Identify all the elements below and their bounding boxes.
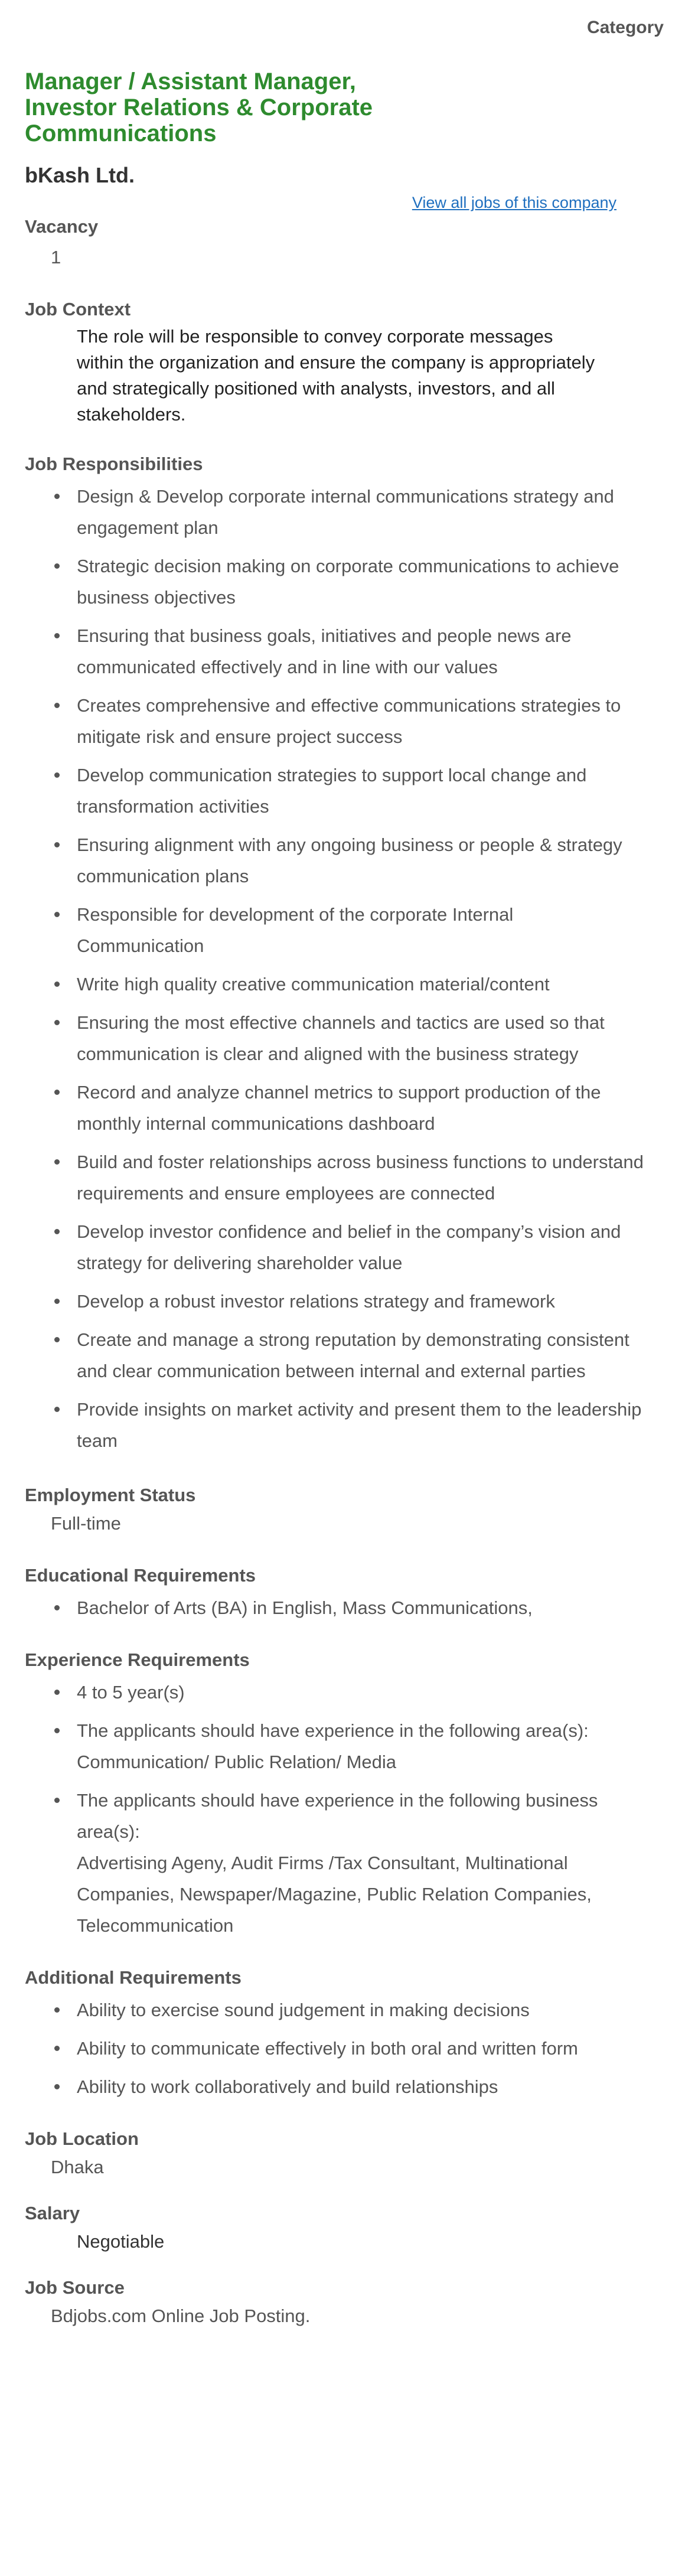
experience-area-intro: The applicants should have experience in the following area(s):	[77, 1720, 589, 1741]
list-item: Build and foster relationships across business functions to understand requirements and ensure employees are connected	[77, 1146, 644, 1209]
list-item: Develop investor confidence and belief in the company’s vision and strategy for delivering shareholder value	[77, 1216, 644, 1279]
additional-requirements-list	[25, 1994, 644, 2102]
list-item: Strategic decision making on corporate communications to achieve business objectives	[77, 550, 644, 613]
list-item	[77, 1677, 644, 1708]
responsibilities-heading: Job Responsibilities	[25, 454, 203, 474]
job-context-text: The role will be responsible to convey corporate messages within the organization and ensure the company is appropriately and strategically positioned with analysts, investors, and all stakeholders.	[77, 326, 595, 425]
responsibilities-section	[25, 451, 644, 1456]
salary-heading: Salary	[25, 2203, 80, 2223]
vacancy-heading: Vacancy	[25, 216, 99, 237]
list-item: Ability to work collaboratively and build relationships	[77, 2071, 644, 2102]
employment-status-heading: Employment Status	[25, 1485, 196, 1505]
vacancy-value: 1	[51, 247, 61, 268]
list-item: Ensuring that business goals, initiatives and people news are communicated effectively and in line with our values	[77, 620, 644, 683]
experience-business-intro: The applicants should have experience in the following business area(s):	[77, 1790, 598, 1842]
view-all-jobs-link[interactable]: View all jobs of this company	[412, 194, 616, 211]
salary-value: Negotiable	[77, 2231, 165, 2252]
list-item: Design & Develop corporate internal communications strategy and engagement plan	[77, 481, 644, 543]
experience-area-value: Communication/ Public Relation/ Media	[77, 1752, 397, 1772]
category-label[interactable]: Category	[586, 18, 664, 37]
list-item: Write high quality creative communication material/content	[77, 969, 644, 1000]
list-item: Bachelor of Arts (BA) in English, Mass Communications,	[77, 1592, 644, 1623]
list-item: Ensuring the most effective channels and tactics are used so that communication is clear and aligned with the business strategy	[77, 1007, 644, 1069]
job-context-section	[25, 296, 639, 428]
job-source-heading: Job Source	[25, 2277, 125, 2298]
job-location-section	[25, 2126, 639, 2183]
additional-requirements-heading: Additional Requirements	[25, 1967, 242, 1988]
job-content	[25, 214, 644, 2332]
employment-status-section	[25, 1482, 639, 1539]
education-heading: Educational Requirements	[25, 1565, 256, 1586]
list-item: Record and analyze channel metrics to support production of the monthly internal communications dashboard	[77, 1077, 644, 1139]
list-item: Responsible for development of the corporate Internal Communication	[77, 899, 644, 961]
list-item: Develop communication strategies to support local change and transformation activities	[77, 759, 644, 822]
list-item: Creates comprehensive and effective communications strategies to mitigate risk and ensure project success	[77, 690, 644, 752]
list-item: Develop a robust investor relations strategy and framework	[77, 1286, 644, 1317]
experience-heading: Experience Requirements	[25, 1649, 250, 1670]
company-name: bKash Ltd.	[25, 163, 135, 187]
salary-section	[25, 2200, 639, 2257]
job-title: Manager / Assistant Manager, Investor Relations & Corporate Communications	[25, 69, 373, 146]
list-item: Ability to exercise sound judgement in making decisions	[77, 1994, 644, 2026]
job-source-section	[25, 2275, 639, 2332]
responsibilities-list	[25, 481, 644, 1456]
job-source-value: Bdjobs.com Online Job Posting.	[51, 2306, 311, 2326]
experience-years: 4 to 5 year(s)	[77, 1682, 185, 1703]
education-list	[25, 1592, 644, 1623]
job-context-heading: Job Context	[25, 299, 131, 319]
list-item	[77, 1715, 644, 1778]
list-item: Ensuring alignment with any ongoing business or people & strategy communication plans	[77, 829, 644, 892]
list-item: Provide insights on market activity and present them to the leadership team	[77, 1394, 644, 1456]
list-item: Ability to communicate effectively in both oral and written form	[77, 2033, 644, 2064]
job-location-heading: Job Location	[25, 2128, 139, 2149]
additional-requirements-section	[25, 1965, 639, 2102]
job-location-value: Dhaka	[51, 2157, 104, 2177]
list-item	[77, 1785, 644, 1941]
vacancy-section	[25, 214, 639, 273]
list-item: Create and manage a strong reputation by demonstrating consistent and clear communication between internal and external parties	[77, 1324, 644, 1387]
employment-status-value: Full-time	[51, 1513, 121, 1534]
experience-business-value: Advertising Ageny, Audit Firms /Tax Consultant, Multinational Companies, Newspaper/Magazine, Public Relation Companies, Telecommunication	[77, 1853, 592, 1936]
experience-section	[25, 1647, 639, 1941]
experience-list	[25, 1677, 644, 1941]
education-section	[25, 1563, 639, 1623]
